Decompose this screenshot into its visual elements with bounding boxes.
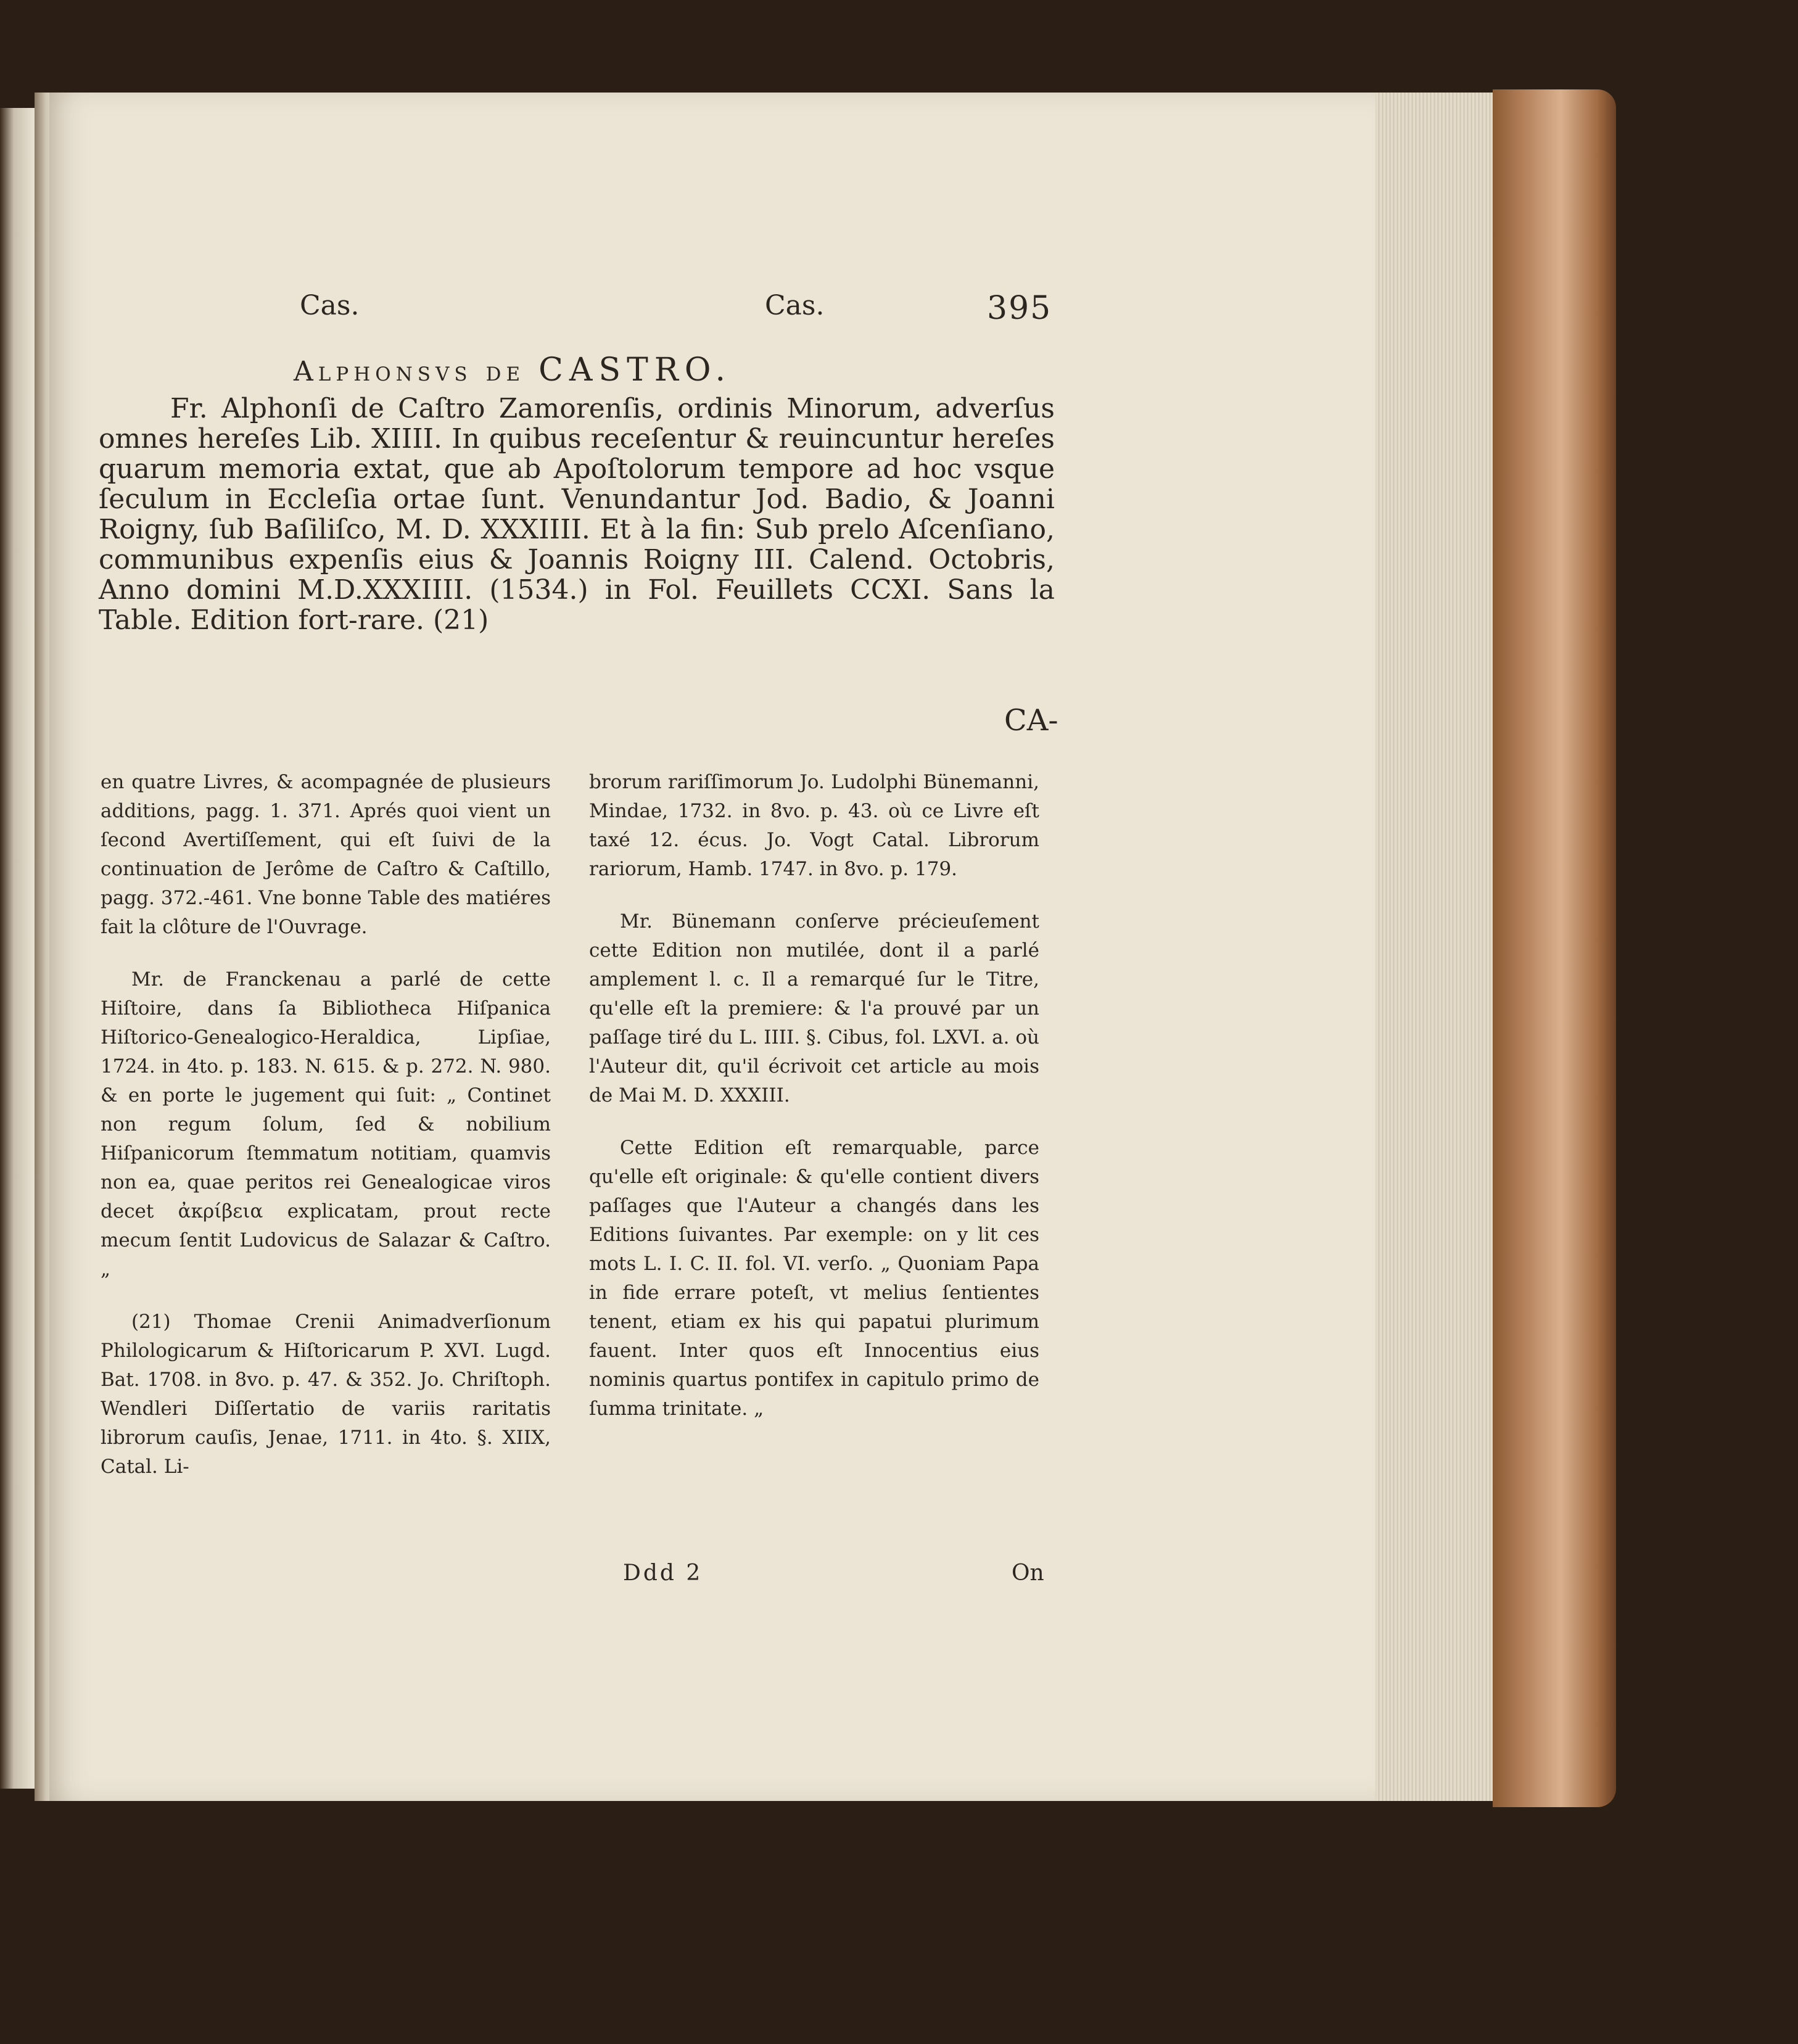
- footer-catchword: On: [1012, 1560, 1044, 1586]
- book-cover: [1493, 89, 1616, 1807]
- running-header: [0, 290, 1375, 339]
- right-column: [589, 768, 1039, 1447]
- signature-mark: Ddd 2: [623, 1560, 703, 1586]
- left-column-paragraph: en quatre Livres, & acompagnée de plusieurs additions, pagg. 1. 371. Aprés quoi vient un ſecond Avertiſſement, qui eſt ſuivi de la continuation de Jerôme de Caſtro & Caſtillo, pagg. 372.-461. Vne bonne Table des matiéres fait la clôture de l'Ouvrage.: [101, 771, 551, 938]
- left-column: [101, 768, 551, 1505]
- right-column-paragraph: brorum rariſſimorum Jo. Ludolphi Bünemanni, Mindae, 1732. in 8vo. p. 43. où ce Livre eſt taxé 12. écus. Jo. Vogt Catal. Librorum rariorum, Hamb. 1747. in 8vo. p. 179.: [589, 771, 1039, 880]
- left-page-edge: [0, 108, 35, 1789]
- entry-title-prefix: Alphonsvs de: [294, 356, 526, 387]
- page-number: 395: [987, 290, 1052, 327]
- main-entry: [99, 394, 1055, 635]
- page-edges: [1375, 93, 1493, 1801]
- left-column-paragraph: Mr. de Franckenau a parlé de cette Hiſtoire, dans ſa Bibliotheca Hiſpanica Hiſtorico-Genealogico-Heraldica, Lipſiae, 1724. in 4to. p. 183. N. 615. & p. 272. N. 980. & en porte le jugement qui ſuit: „ Continet non regum ſolum, ſed & nobilium Hiſpanicorum ſtemmatum notitiam, quamvis non ea, quae peritos rei Genealogicae viros decet ἀκρίβεια explicatam, prout recte mecum ſentit Ludovicus de Salazar & Caſtro. „: [101, 968, 551, 1280]
- footnote-21: (21) Thomae Crenii Animadverſionum Philologicarum & Hiſtoricarum P. XVI. Lugd. Bat. 1708. in 8vo. p. 47. & 352. Jo. Chriſtoph. Wendleri Diſſertatio de variis raritatis librorum cauſis, Jenae, 1711. in 4to. §. XIIX, Catal. Li-: [101, 1311, 551, 1478]
- entry-title: [294, 352, 1052, 389]
- right-column-paragraph: Cette Edition eſt remarquable, parce qu'elle eſt originale: & qu'elle contient divers paſſages que l'Auteur a changés dans les Editions ſuivantes. Par exemple: on y lit ces mots L. I. C. II. fol. VI. verſo. „ Quoniam Papa in fide errare poteſt, vt melius ſentientes tenent, etiam ex his qui papatui plurimum fauent. Inter quos eſt Innocentius eius nominis quartus pontifex in capitulo primo de ſumma trinitate. „: [589, 1137, 1039, 1420]
- main-entry-body: Fr. Alphonſi de Caſtro Zamorenſis, ordinis Minorum, adverſus omnes hereſes Lib. XIIII. In quibus receſentur & reuincuntur hereſes quarum memoria extat, que ab Apoſtolorum tempore ad hoc vsque ſeculum in Eccleſia ortae ſunt. Venundantur Jod. Badio, & Joanni Roigny, ſub Baſiliſco, M. D. XXXIIII. Et à la fin: Sub prelo Aſcenſiano, communibus expenſis eius & Joannis Roigny III. Calend. Octobris, Anno domini M.D.XXXIIII. (1534.) in Fol. Feuillets CCXI. Sans la Table. Edition fort-rare. (21): [99, 393, 1055, 636]
- header-left: Cas.: [300, 290, 360, 321]
- right-column-paragraph: Mr. Bünemann conſerve précieuſement cette Edition non mutilée, dont il a parlé amplement l. c. Il a remarqué ſur le Titre, qu'elle eſt la premiere: & l'a prouvé par un paſſage tiré du L. IIII. §. Cibus, fol. LXVI. a. où l'Auteur dit, qu'il écrivoit cet article au mois de Mai M. D. XXXIII.: [589, 910, 1039, 1106]
- header-center: Cas.: [765, 290, 825, 321]
- entry-title-name: CASTRO.: [538, 352, 732, 389]
- entry-catchword: CA-: [1004, 703, 1058, 738]
